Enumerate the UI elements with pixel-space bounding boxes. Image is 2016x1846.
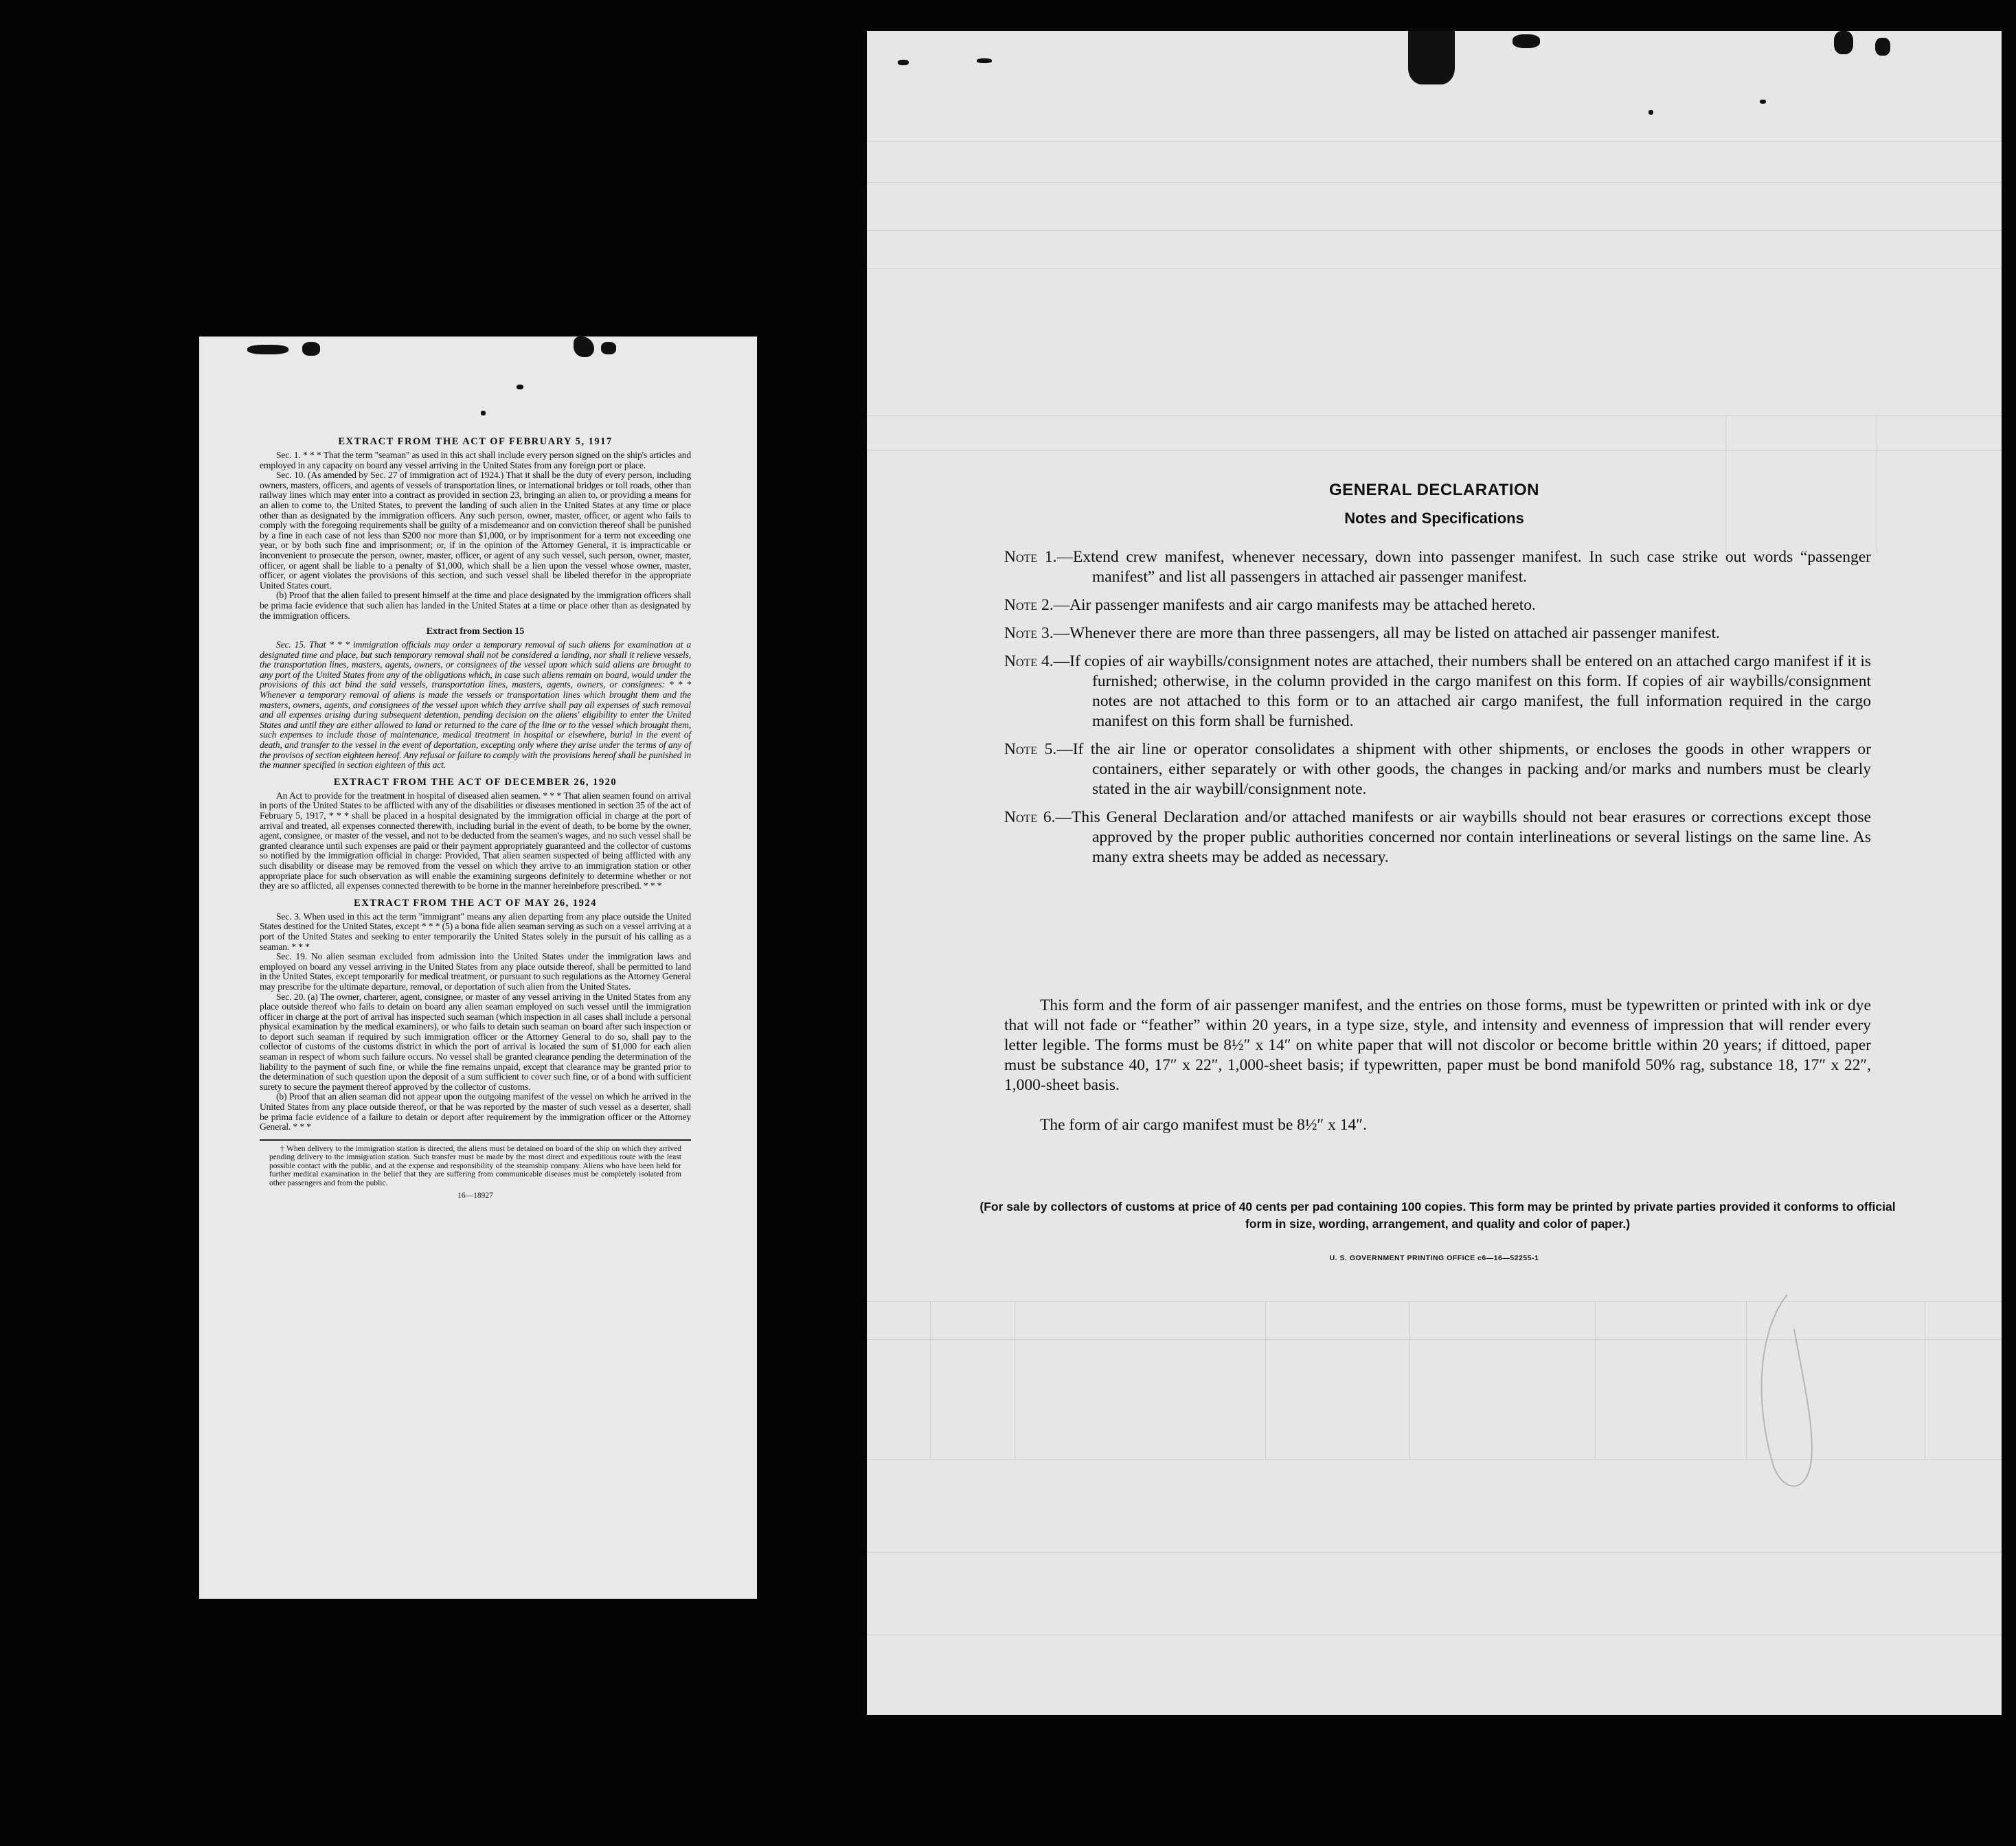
bleed-through-line xyxy=(867,230,2002,231)
ink-stain xyxy=(517,385,523,389)
sec-20a-paragraph: Sec. 20. (a) The owner, charterer, agent, consignee, or master of any vessel arriving in the United States from any place outside thereof who fails to detain on board any alien seaman employed on such vessel until the immigration officer in charge at the port of arrival has inspected such seaman (which inspection in all cases shall include a personal physical examination by the medical examiners), or who fails to detain such seaman on board after such inspection or to deport such seaman if required by such immigration officer or the Attorney General to do so, shall pay to the collector of customs of the customs district in which the port of arrival is located the sum of $1,000 for each alien seaman in respect of whom such failure occurs. No vessel shall be granted clearance pending the determination of the liability to the payment of such fine, or while the fine remains unpaid, except that clearance may be granted prior to the determination of such question upon the deposit of a sum sufficient to cover such fine, or of a bond with sufficient surety to secure the payment thereof approved by the collector of customs. xyxy=(260,991,691,1092)
note-item xyxy=(1004,547,1871,587)
ink-stain xyxy=(1649,110,1653,115)
ink-stain xyxy=(1513,34,1540,48)
page-subtitle: Notes and Specifications xyxy=(1344,510,1524,527)
left-document-page xyxy=(199,337,757,1599)
note-text: —Whenever there are more than three passengers, all may be listed on attached air passenger manifest. xyxy=(1053,624,1720,642)
form-requirements-paragraph: This form and the form of air passenger manifest, and the entries on those forms, must be typewritten or printed with ink or dye that will not fade or “feather” within 20 years, in a type size, style, and intensity and evenness of impression that will render every letter legible. The forms must be 8½″ x 14″ on white paper that will not discolor or become brittle within 20 years; if dittoed, paper must be substance 40, 17″ x 22″, 1,000-sheet basis; if typewritten, paper must be bond manifold 50% rag, substance 18, 17″ x 22″, 1,000-sheet basis. xyxy=(1004,996,1871,1094)
heading-act-1924: EXTRACT FROM THE ACT OF MAY 26, 1924 xyxy=(354,897,597,909)
sec-1-paragraph: Sec. 1. * * * That the term "seaman" as used in this act shall include every person signed on the ship's articles and employed in any capacity on board any vessel arriving in the United States from any foreign port or place. xyxy=(260,450,691,470)
bleed-through-line xyxy=(867,1301,2002,1302)
note-label: Note 1. xyxy=(1004,548,1057,566)
bleed-through-line xyxy=(930,1301,931,1459)
note-label: Note 4. xyxy=(1004,652,1054,670)
heading-section-15: Extract from Section 15 xyxy=(426,626,525,637)
left-text-column xyxy=(260,436,691,1200)
bleed-through-line xyxy=(1265,1301,1266,1459)
ink-stain xyxy=(481,411,486,415)
bleed-through-line xyxy=(867,1552,2002,1553)
sec-20b-paragraph: (b) Proof that an alien seaman did not appear upon the outgoing manifest of the vessel on which he arrived in the United States from any place outside thereof, or that he was reported by the master of such vessel as a deserter, shall be prima facie evidence of a failure to detain or deport after requirement by the immigration officer or the Attorney General. * * * xyxy=(260,1091,691,1132)
sec-15-paragraph: Sec. 15. That * * * immigration officials may order a temporary removal of such aliens for examination at a designated time and place, but such temporary removal shall not be considered a landing, nor shall it relieve vessels, the transportation lines, masters, agents, owners, or consignees of the vessel upon which said aliens are brought to any port of the United States from any of the obligations which, in case such aliens remain on board, would under the provisions of this act bind the said vessels, transportation lines, masters, agents, owners, or consignees: * * * Whenever a temporary removal of aliens is made the vessels or transportation lines which brought them and the masters, owners, agents, and consignees of the vessel upon which they arrive shall pay all expenses of such removal and all expenses arising during subsequent detention, pending decision on the aliens' eligibility to enter the United States and until they are either allowed to land or returned to the care of the line or to the vessel which brought them, such expenses to include those of maintenance, medical treatment in hospital or elsewhere, burial in the event of death, and transfer to the vessel in the event of deportation, excepting only where they arise under the terms of any of the provisos of section eighteen hereof. Any refusal or failure to comply with the provisions hereof shall be punished in the manner specified in section eighteen of this act. xyxy=(260,639,691,771)
note-item xyxy=(1004,740,1871,799)
ink-stain xyxy=(898,60,909,65)
ink-stain xyxy=(302,342,320,356)
page-title: GENERAL DECLARATION xyxy=(1329,481,1539,499)
right-document-page xyxy=(867,31,2002,1715)
note-text: —If copies of air waybills/consignment notes are attached, their numbers shall be entered on an attached cargo manifest if it is furnished; otherwise, in the column provided in the cargo manifest on this form. If copies of air waybills/consignment notes are not attached to this form or to an attached air cargo manifest, the full information required in the cargo manifest on this form shall be furnished. xyxy=(1053,652,1871,730)
bleed-through-line xyxy=(867,1459,2002,1460)
bleed-through-line xyxy=(867,182,2002,183)
heading-act-1920: EXTRACT FROM THE ACT OF DECEMBER 26, 1920 xyxy=(333,776,618,788)
note-text: —If the air line or operator consolidates a shipment with other shipments, or encloses the goods in other wrappers or containers, either separately or with other goods, the changes in packing and/or marks and numbers must be clearly stated in the air waybill/consignment note. xyxy=(1056,740,1871,798)
bleed-through-line xyxy=(1595,1301,1596,1459)
bleed-through-line xyxy=(867,450,2002,451)
sec-19-paragraph: Sec. 19. No alien seaman excluded from admission into the United States under the immigration laws and employed on board any vessel arriving in the United States from any place outside thereof, shall be permitted to land in the United States, except temporarily for medical treatment, or pursuant to such regulations as the Attorney General may prescribe for the ultimate departure, removal, or deportation of such alien from the United States. xyxy=(260,951,691,992)
note-text: —This General Declaration and/or attached manifests or air waybills should not bear erasures or corrections except those approved by the proper public authorities concerned nor contain interlineations or several listings on the same line. As many extra sheets may be added as necessary. xyxy=(1055,808,1871,866)
printing-office-line: U. S. GOVERNMENT PRINTING OFFICE c6—16—52255-1 xyxy=(1329,1254,1539,1262)
note-item xyxy=(1004,652,1871,731)
ink-stain xyxy=(977,58,992,63)
note-label: Note 2. xyxy=(1004,596,1054,614)
bleed-through-line xyxy=(867,1339,2002,1340)
form-code: 16—18927 xyxy=(457,1192,493,1200)
footnote: † When delivery to the immigration station is directed, the aliens must be detained on board of the ship on which they arrived pending delivery to the immigration station. Such transfer must be made by the most direct and expeditious route with the least possible contact with the public, and at the expense and responsibility of the steamship company. Aliens who have been held for further medical examination in the belief that they are suffering from communicable diseases must be completely isolated from other passengers and from the public. xyxy=(269,1144,681,1187)
footnote-divider xyxy=(260,1139,691,1141)
bleed-through-line xyxy=(867,415,2002,416)
note-item xyxy=(1004,808,1871,867)
ink-stain xyxy=(1760,100,1766,104)
heading-act-1917: EXTRACT FROM THE ACT OF FEBRUARY 5, 1917 xyxy=(338,436,613,447)
ink-stain xyxy=(1408,31,1455,84)
note-text: —Air passenger manifests and air cargo manifests may be attached hereto. xyxy=(1053,596,1536,614)
notes-list xyxy=(1004,547,1871,876)
sec-3-paragraph: Sec. 3. When used in this act the term "immigrant" means any alien departing from any place outside the United States destined for the United States, except * * * (5) a bona fide alien seaman serving as such on a vessel arriving at a port of the United States and seeking to enter temporarily the United States solely in the pursuit of his calling as a seaman. * * * xyxy=(260,911,691,952)
ink-stain xyxy=(1875,38,1890,56)
sale-notice: (For sale by collectors of customs at price of 40 cents per pad containing 100 copies. This form may be printed by private parties provided it conforms to official form in size, wording, arrangement, and quality and color of paper.) xyxy=(979,1200,1896,1231)
sec-10-paragraph: Sec. 10. (As amended by Sec. 27 of immigration act of 1924.) That it shall be the duty of every person, including owners, masters, officers, and agents of vessels of transportation lines, or international bridges or toll roads, other than railway lines which may enter into a contract as provided in section 23, bringing an alien to, or providing a means for an alien to come to, the United States, to prevent the landing of such alien in the United States at any time or place other than as designated by the immigration officers. Any such person, owner, master, officer, or agent who fails to comply with the foregoing requirements shall be guilty of a misdemeanor and on conviction thereof shall be punished by a fine in each case of not less than $200 nor more than $1,000, or by imprisonment for a term not exceeding one year, or by both such fine and imprisonment; or, if in the opinion of the Attorney General, it is impracticable or inconvenient to prosecute the person, owner, master, officer, or agent of any such vessel, such person, owner, master, officer, or agent shall be liable to a penalty of $1,000, which shall be a lien upon the vessel whose owner, master, officer, or agent violates the provisions of this section, and such vessel shall be libeled therefor in the appropriate United States court. xyxy=(260,470,691,591)
note-text: —Extend crew manifest, whenever necessary, down into passenger manifest. In such case strike out words “passenger manifest” and list all passengers in attached air passenger manifest. xyxy=(1056,548,1871,586)
note-label: Note 3. xyxy=(1004,624,1054,642)
act-1920-paragraph: An Act to provide for the treatment in hospital of diseased alien seamen. * * * That alien seamen found on arrival in ports of the United States to be afflicted with any of the disabilities or diseases mentioned in section 35 of the act of February 5, 1917, * * * shall be placed in a hospital designated by the immigration official in charge at the port of arrival and treated, all expenses connected therewith, including burial in the event of death, to be borne by the owner, agent, consignee, or master of the vessel, and not to be deducted from the seamen's wages, and no such vessel shall be granted clearance until such expenses are paid or their payment appropriately guaranteed and the collector of customs so notified by the immigration official in charge: Provided, That alien seamen suspected of being afflicted with any such disability or disease may be removed from the vessel on which they arrive to an immigration station or other appropriate place for such observation as will enable the examining surgeons definitely to determine whether or not they are so afflicted, all expenses connected therewith to be borne in the manner hereinbefore prescribed. * * * xyxy=(260,790,691,891)
faint-signature-mark xyxy=(1746,1288,1828,1507)
ink-stain xyxy=(574,337,594,357)
bleed-through-line xyxy=(867,268,2002,269)
note-label: Note 6. xyxy=(1004,808,1056,826)
bleed-through-line xyxy=(867,1634,2002,1635)
bleed-through-line xyxy=(1409,1301,1410,1459)
ink-stain xyxy=(247,345,288,354)
note-item xyxy=(1004,624,1871,643)
note-label: Note 5. xyxy=(1004,740,1057,758)
ink-stain xyxy=(1834,31,1853,54)
note-item xyxy=(1004,595,1871,615)
cargo-manifest-size-line: The form of air cargo manifest must be 8½″ x 14″. xyxy=(1040,1116,1367,1134)
ink-stain xyxy=(601,342,616,354)
sec-10b-paragraph: (b) Proof that the alien failed to present himself at the time and place designated by the immigration officers shall be prima facie evidence that such alien has landed in the United States at a time or place other than as designated by the immigration officers. xyxy=(260,590,691,621)
